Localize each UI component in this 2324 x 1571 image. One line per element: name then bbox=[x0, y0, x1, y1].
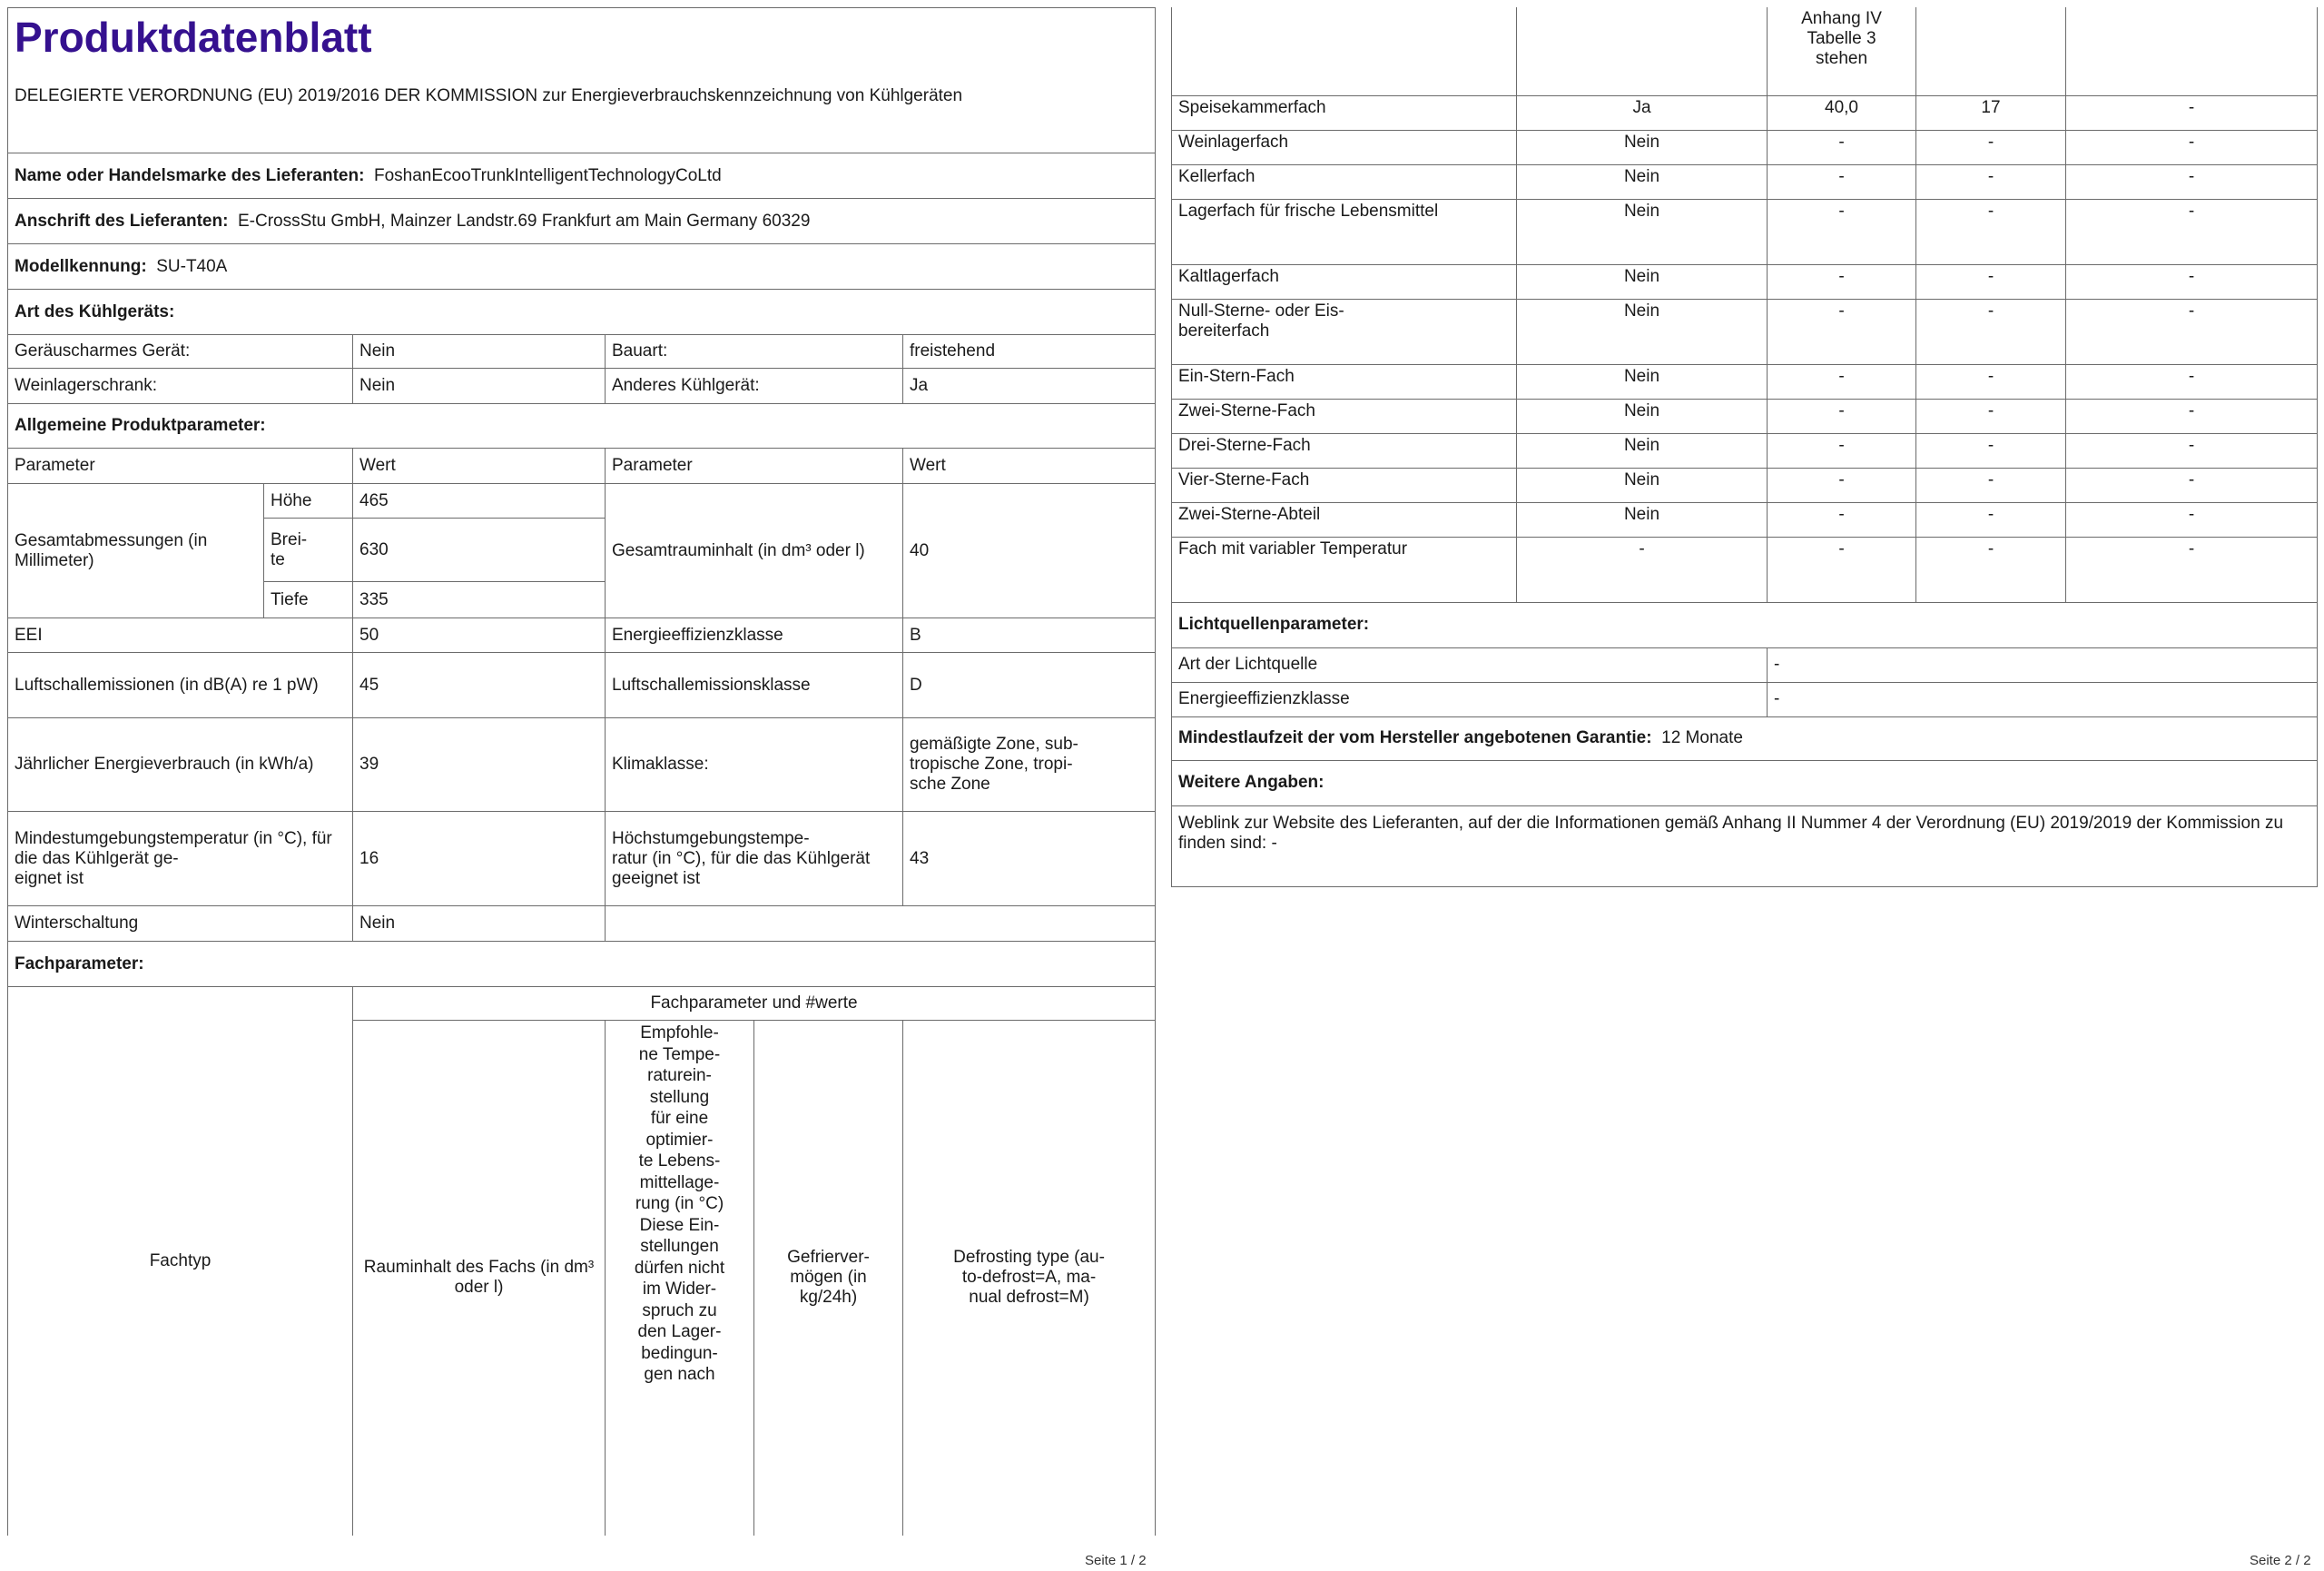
design-label: Bauart: bbox=[606, 335, 903, 369]
col-parameter-2: Parameter bbox=[606, 449, 903, 484]
col-value: Wert bbox=[353, 449, 606, 484]
compartment-type: Fach mit variabler Temperatur bbox=[1172, 537, 1517, 602]
compartment-freezing: - bbox=[2066, 537, 2318, 602]
compartment-volume: - bbox=[1768, 264, 1916, 299]
warranty-value: 12 Monate bbox=[1661, 728, 1743, 747]
annual-energy-value: 39 bbox=[353, 718, 606, 812]
appliance-type-heading: Art des Kühlgeräts: bbox=[8, 290, 1156, 335]
climate-label: Klimaklasse: bbox=[606, 718, 903, 812]
volume-label: Gesamtrauminhalt (in dm³ oder l) bbox=[606, 484, 903, 618]
warranty-label: Mindestlaufzeit der vom Hersteller angebotenen Garantie: bbox=[1178, 728, 1652, 747]
compartment-row bbox=[1172, 502, 2318, 537]
supplier-address-label: Anschrift des Lieferanten: bbox=[15, 211, 229, 231]
noise-class-label: Luftschallemissionsklasse bbox=[606, 653, 903, 718]
low-noise-value: Nein bbox=[353, 335, 606, 369]
compartment-type: Weinlagerfach bbox=[1172, 130, 1517, 164]
depth-label: Tiefe bbox=[264, 582, 353, 618]
compartment-freezing: - bbox=[2066, 468, 2318, 502]
compartment-row bbox=[1172, 264, 2318, 299]
compartment-volume: - bbox=[1768, 299, 1916, 364]
general-params-heading: Allgemeine Produktparameter: bbox=[8, 404, 1156, 449]
model-value: SU-T40A bbox=[156, 256, 228, 276]
compartment-volume: - bbox=[1768, 433, 1916, 468]
width-label: Brei- te bbox=[264, 519, 353, 582]
compartment-temp: - bbox=[1916, 299, 2066, 364]
compartment-volume: 40,0 bbox=[1768, 95, 1916, 130]
compartment-temp: - bbox=[1916, 399, 2066, 433]
compartment-present: Nein bbox=[1517, 264, 1768, 299]
height-label: Höhe bbox=[264, 484, 353, 519]
compartment-present: Nein bbox=[1517, 299, 1768, 364]
compartment-present: Nein bbox=[1517, 433, 1768, 468]
compartment-freezing: - bbox=[2066, 433, 2318, 468]
compartment-freezing: - bbox=[2066, 264, 2318, 299]
low-noise-label: Geräuscharmes Gerät: bbox=[8, 335, 353, 369]
min-temp-value: 16 bbox=[353, 812, 606, 906]
light-energy-class-label: Energieeffizienzklasse bbox=[1172, 682, 1768, 716]
col-parameter: Parameter bbox=[8, 449, 353, 484]
compartment-row bbox=[1172, 468, 2318, 502]
compartment-temp: 17 bbox=[1916, 95, 2066, 130]
compartment-present: Nein bbox=[1517, 399, 1768, 433]
compartments-heading: Fachparameter: bbox=[8, 942, 1156, 987]
compartment-present: Nein bbox=[1517, 199, 1768, 264]
compartment-temp: - bbox=[1916, 199, 2066, 264]
col-compartment-volume: Rauminhalt des Fachs (in dm³ oder l) bbox=[353, 1021, 606, 1536]
eei-value: 50 bbox=[353, 618, 606, 653]
light-energy-class-value: - bbox=[1768, 682, 2318, 716]
other-appliance-value: Ja bbox=[903, 369, 1156, 404]
compartment-freezing: - bbox=[2066, 199, 2318, 264]
compartment-group-header: Fachparameter und #werte bbox=[353, 987, 1156, 1021]
compartment-type: Vier-Sterne-Fach bbox=[1172, 468, 1517, 502]
supplier-name-value: FoshanEcooTrunkIntelligentTechnologyCoLtd bbox=[373, 165, 722, 185]
col-defrost-type: Defrosting type (au- to-defrost=A, ma- nual defrost=M) bbox=[903, 1021, 1156, 1536]
compartment-present: Ja bbox=[1517, 95, 1768, 130]
compartment-volume: - bbox=[1768, 502, 1916, 537]
light-type-value: - bbox=[1768, 647, 2318, 682]
light-heading: Lichtquellenparameter: bbox=[1172, 602, 2318, 647]
width-value: 630 bbox=[353, 519, 606, 582]
compartment-present: - bbox=[1517, 537, 1768, 602]
noise-value: 45 bbox=[353, 653, 606, 718]
compartment-row bbox=[1172, 299, 2318, 364]
compartment-volume: - bbox=[1768, 537, 1916, 602]
compartment-present: Nein bbox=[1517, 468, 1768, 502]
compartment-present: Nein bbox=[1517, 364, 1768, 399]
compartment-volume: - bbox=[1768, 199, 1916, 264]
compartment-freezing: - bbox=[2066, 399, 2318, 433]
compartment-present: Nein bbox=[1517, 502, 1768, 537]
compartment-row bbox=[1172, 364, 2318, 399]
compartment-type: Zwei-Sterne-Abteil bbox=[1172, 502, 1517, 537]
compartment-freezing: - bbox=[2066, 299, 2318, 364]
compartment-type: Ein-Stern-Fach bbox=[1172, 364, 1517, 399]
winter-value: Nein bbox=[353, 906, 606, 942]
datasheet-page-1 bbox=[7, 7, 1156, 1536]
compartment-freezing: - bbox=[2066, 502, 2318, 537]
compartment-freezing: - bbox=[2066, 364, 2318, 399]
further-info-heading: Weitere Angaben: bbox=[1172, 760, 2318, 805]
volume-value: 40 bbox=[903, 484, 1156, 618]
compartment-type: Kaltlagerfach bbox=[1172, 264, 1517, 299]
compartment-freezing: - bbox=[2066, 164, 2318, 199]
col-recommended-temp: Empfohle- ne Tempe- raturein- stellung für eine optimier- te Lebens- mittellage- rung (in °C) Diese Ein- stellungen dürfen nicht im Wider- spruch zu den Lager- bedingun- gen nach bbox=[606, 1021, 754, 1536]
compartment-temp: - bbox=[1916, 468, 2066, 502]
compartment-volume: - bbox=[1768, 130, 1916, 164]
compartment-volume: - bbox=[1768, 468, 1916, 502]
model-label: Modellkennung: bbox=[15, 256, 147, 276]
col-recommended-temp-continued: Anhang IV Tabelle 3 stehen bbox=[1768, 7, 1916, 95]
compartment-row bbox=[1172, 164, 2318, 199]
col-freezing-capacity: Gefrierver- mögen (in kg/24h) bbox=[754, 1021, 903, 1536]
compartment-temp: - bbox=[1916, 537, 2066, 602]
compartment-type: Speisekammerfach bbox=[1172, 95, 1517, 130]
compartment-temp: - bbox=[1916, 164, 2066, 199]
compartment-temp: - bbox=[1916, 264, 2066, 299]
compartment-type: Kellerfach bbox=[1172, 164, 1517, 199]
compartment-type: Null-Sterne- oder Eis- bereiterfach bbox=[1172, 299, 1517, 364]
compartment-freezing: - bbox=[2066, 95, 2318, 130]
compartment-volume: - bbox=[1768, 164, 1916, 199]
min-temp-label: Mindestumgebungstemperatur (in °C), für die das Kühlgerät ge- eignet ist bbox=[8, 812, 353, 906]
annual-energy-label: Jährlicher Energieverbrauch (in kWh/a) bbox=[8, 718, 353, 812]
wine-cabinet-value: Nein bbox=[353, 369, 606, 404]
compartment-freezing: - bbox=[2066, 130, 2318, 164]
compartment-temp: - bbox=[1916, 433, 2066, 468]
height-value: 465 bbox=[353, 484, 606, 519]
regulation-text: DELEGIERTE VERORDNUNG (EU) 2019/2016 DER KOMMISSION zur Energieverbrauchskennzeichnung von Kühlgeräten bbox=[15, 86, 963, 105]
energy-class-label: Energieeffizienzklasse bbox=[606, 618, 903, 653]
page-number-1: Seite 1 / 2 bbox=[1085, 1553, 1147, 1568]
other-appliance-label: Anderes Kühlgerät: bbox=[606, 369, 903, 404]
col-compartment-type: Fachtyp bbox=[8, 987, 353, 1536]
compartment-temp: - bbox=[1916, 502, 2066, 537]
design-value: freistehend bbox=[903, 335, 1156, 369]
page-number-2: Seite 2 / 2 bbox=[2250, 1553, 2311, 1568]
supplier-address-value: E-CrossStu GmbH, Mainzer Landstr.69 Frankfurt am Main Germany 60329 bbox=[238, 211, 811, 231]
noise-class-value: D bbox=[903, 653, 1156, 718]
depth-value: 335 bbox=[353, 582, 606, 618]
max-temp-value: 43 bbox=[903, 812, 1156, 906]
wine-cabinet-label: Weinlagerschrank: bbox=[8, 369, 353, 404]
light-type-label: Art der Lichtquelle bbox=[1172, 647, 1768, 682]
col-value-2: Wert bbox=[903, 449, 1156, 484]
compartment-temp: - bbox=[1916, 130, 2066, 164]
compartment-row bbox=[1172, 95, 2318, 130]
compartment-row bbox=[1172, 130, 2318, 164]
compartment-type: Zwei-Sterne-Fach bbox=[1172, 399, 1517, 433]
compartment-volume: - bbox=[1768, 399, 1916, 433]
weblink-text: Weblink zur Website des Lieferanten, auf der die Informationen gemäß Anhang II Nummer 4 der Verordnung (EU) 2019/2019 der Kommission zu finden sind: - bbox=[1172, 805, 2318, 886]
compartment-type: Lagerfach für frische Lebensmittel bbox=[1172, 199, 1517, 264]
energy-class-value: B bbox=[903, 618, 1156, 653]
compartment-row bbox=[1172, 199, 2318, 264]
compartment-present: Nein bbox=[1517, 164, 1768, 199]
climate-value: gemäßigte Zone, sub- tropische Zone, tropi- sche Zone bbox=[903, 718, 1156, 812]
compartment-type: Drei-Sterne-Fach bbox=[1172, 433, 1517, 468]
compartment-row bbox=[1172, 399, 2318, 433]
compartment-present: Nein bbox=[1517, 130, 1768, 164]
supplier-name-label: Name oder Handelsmarke des Lieferanten: bbox=[15, 165, 365, 185]
datasheet-page-2 bbox=[1171, 7, 2318, 887]
compartment-temp: - bbox=[1916, 364, 2066, 399]
compartment-row bbox=[1172, 537, 2318, 602]
winter-label: Winterschaltung bbox=[8, 906, 353, 942]
compartment-volume: - bbox=[1768, 364, 1916, 399]
page-title: Produktdatenblatt bbox=[15, 14, 372, 61]
dimensions-label: Gesamtabmessungen (in Millimeter) bbox=[8, 484, 264, 618]
compartment-row bbox=[1172, 433, 2318, 468]
max-temp-label: Höchstumgebungstempe- ratur (in °C), für die das Kühlgerät geeignet ist bbox=[606, 812, 903, 906]
eei-label: EEI bbox=[8, 618, 353, 653]
noise-label: Luftschallemissionen (in dB(A) re 1 pW) bbox=[8, 653, 353, 718]
